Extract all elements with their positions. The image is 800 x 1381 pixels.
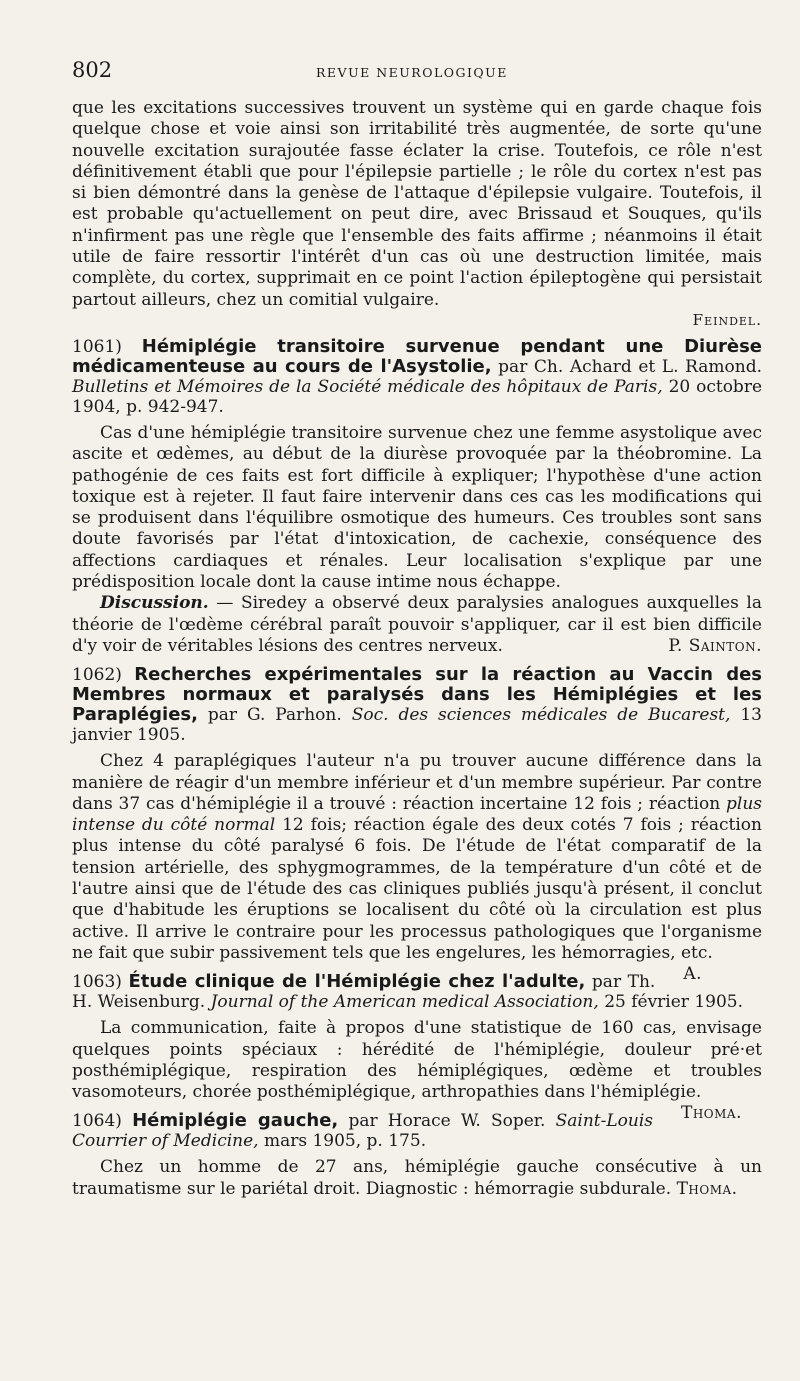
entry-1061 [72,337,762,657]
entry-body-part-a: Chez 4 paraplégiques l'auteur n'a pu trouver aucune différence dans la manière de réagir d'un membre inférieur et d'un membre supérieur. Par contre dans 37 cas d'hémiplégie il a trouvé : réaction incertaine 12 fois ; réaction [72,751,762,814]
entry-source: Soc. des sciences médicales de Bucarest, [351,705,731,726]
entry-heading [72,337,762,417]
entry-byline: par G. Parhon. [207,705,342,726]
entry-date: 20 octobre 1904, p. 942-947. [72,376,763,417]
entry-title: Étude clinique de l'Hémiplégie chez l'adulte, [128,971,586,993]
entry-body [72,1157,762,1200]
intro-paragraph [72,98,762,311]
entry-title: Hémiplégie gauche, [132,1110,339,1132]
entry-byline: par Ch. Achard et L. Ramond. [498,356,762,377]
entry-signature: P. Sainton. [668,635,762,656]
running-title: REVUE NEUROLOGIQUE [316,65,508,80]
entry-signature: A. [683,964,702,985]
entry-title: Recherches expérimentales sur la réaction au Vaccin des Membres normaux et paralysés dans les Hémiplégies et les Paraplégies, [72,664,762,726]
entry-body-part-b: 12 fois; réaction égale des deux cotés 7 fois ; réaction plus intense du côté paralysé 6 fois. De l'étude de l'état comparatif de la tension artérielle, des sphygmogrammes, de la température d'un côté et de l'autre ainsi que de l'étude des cas cliniques publiés jusqu'à présent, il conclut que d'habitude les éruptions se localisent du côté où la circulation est plus active. Il arrive le contraire pour les processus pathologiques que l'organisme ne fait que subir passivement tels que les engelures, les hémorragies, etc. [72,815,762,963]
entry-byline: par Horace W. Soper. [348,1111,546,1132]
entry-signature: Thoma. [676,1178,738,1199]
entry-number: 1061) [72,336,122,357]
entry-body-italic: plus intense du côté normal [72,793,762,836]
intro-text: que les excitations successives trouvent un système qui en garde chaque fois quelque chose et voie ainsi son irritabilité très augmentée, de sorte qu'une nouvelle excitation surajoutée fasse éclater la crise. Toutefois, ce rôle n'est définitivement établi que pour l'épilepsie partielle ; le rôle du cortex n'est pas si bien démontré dans la genèse de l'attaque d'épilepsie vulgaire. Toutefois, il est probable qu'actuellement on peut dire, avec Brissaud et Souques, qu'ils n'infirment pas une règle que l'ensemble des faits affirme ; néanmoins il était utile de faire ressortir l'intérêt d'un cas où une destruction limitée, mais complète, du cortex, supprimait en ce point l'action épileptogène qui persistait partout ailleurs, chez un comitial vulgaire. [72,98,762,310]
entry-signature: Thoma. [681,1103,742,1124]
entry-title: Hémiplégie transitoire survenue pendant une Diurèse médicamenteuse au cours de l'Asystolie, [72,335,763,377]
entry-number: 1063) [72,972,122,993]
entry-discussion [72,593,762,657]
entry-byline: par Th. H. Weisenburg. [72,972,656,1013]
discussion-text: — Siredey a observé deux paralysies analogues auxquelles la théorie de l'œdème cérébral paraît pouvoir s'appliquer, car il est bien difficile d'y voir de véritables lésions des centres nerveux. [72,593,762,656]
entry-number: 1064) [72,1111,122,1132]
entry-date: mars 1905, p. 175. [263,1131,427,1152]
entry-source: Saint-Louis Courrier of Medicine, [72,1111,654,1152]
entry-body: Cas d'une hémiplégie transitoire survenue chez une femme asystolique avec ascite et œdèmes, au début de la diurèse provoquée par la théobromine. La pathogénie de ces faits est fort difficile à expliquer; l'hypothèse d'une action toxique est à rejeter. Il faut faire intervenir dans ces cas les modifications qui se produisent dans l'équilibre osmotique des humeurs. Ces troubles sont sans doute favorisés par l'état d'intoxication, de cachexie, conséquence des affections cardiaques et rénales. Leur localisation s'explique par une prédisposition locale dont la cause intime nous échappe. [72,422,762,593]
entry-number: 1062) [72,665,122,686]
entry-date: 25 février 1905. [604,992,744,1013]
page-header [72,58,762,92]
discussion-label: Discussion. [100,593,209,614]
entry-body-text: La communication, faite à propos d'une statistique de 160 cas, envisage quelques points spéciaux : hérédité de l'hémiplégie, douleur pré·et posthémiplégique, respiration des hémiplégiques, œdème et troubles vasomoteurs, chorée posthémiplégique, arthropathies dans l'hémiplégie. [72,1018,762,1103]
page [72,58,762,1200]
entry-heading [72,665,762,745]
page-number: 802 [72,58,113,82]
entry-source: Bulletins et Mémoires de la Société médicale des hôpitaux de Paris, [72,376,663,397]
entry-date: 13 janvier 1905. [72,705,762,746]
entry-source: Journal of the American medical Association, [210,992,599,1013]
intro-signature: Feindel. [692,310,762,329]
intro-block [72,98,762,329]
entry-body-text: Chez un homme de 27 ans, hémiplégie gauche consécutive à un traumatisme sur le pariétal droit. Diagnostic : hémorragie subdurale. [72,1157,762,1199]
